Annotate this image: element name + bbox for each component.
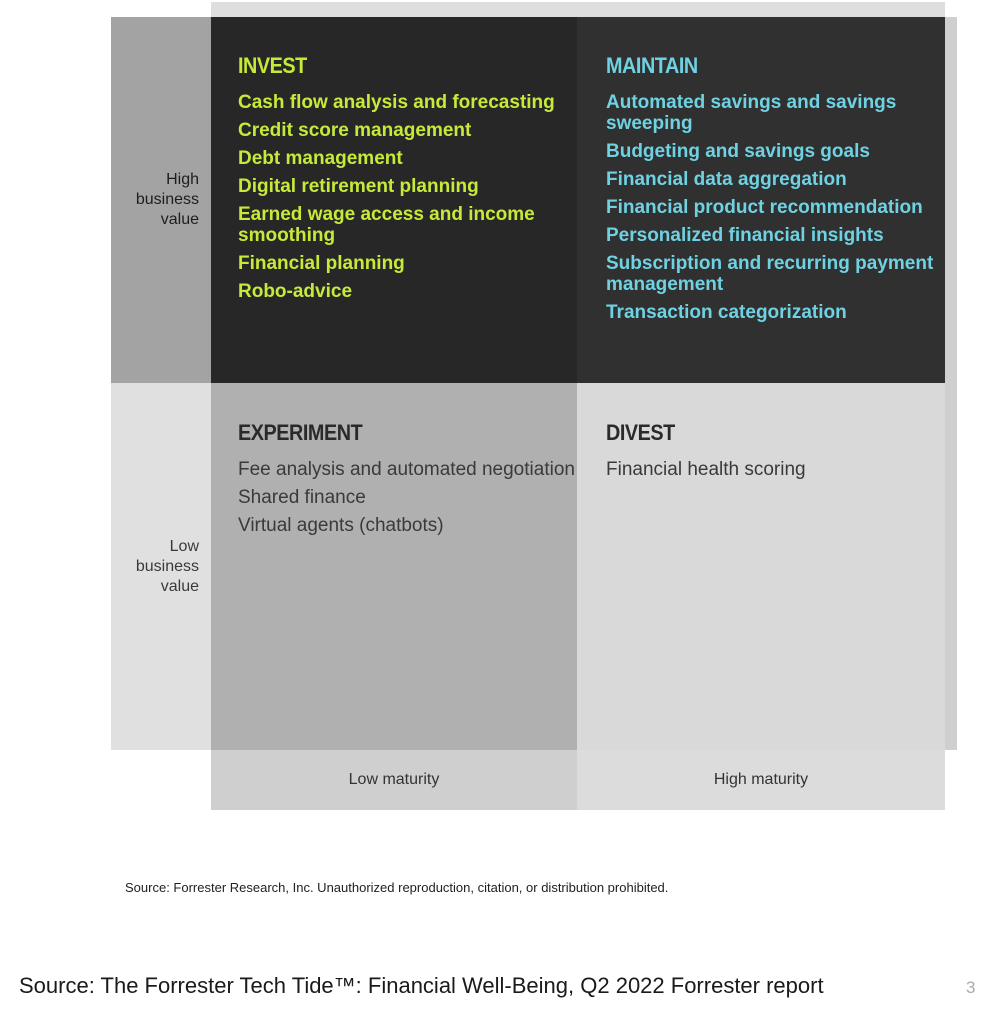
maintain-list bbox=[606, 92, 945, 323]
quadrant-title-invest: INVEST bbox=[238, 53, 307, 78]
list-item: Digital retirement planning bbox=[238, 176, 479, 197]
list-item: Shared finance bbox=[238, 487, 366, 508]
list-item: Cash flow analysis and forecasting bbox=[238, 92, 555, 113]
experiment-list bbox=[238, 459, 577, 536]
list-item: Earned wage access and income smoothing bbox=[238, 204, 535, 246]
list-item: Subscription and recurring payment management bbox=[606, 253, 934, 295]
y-axis-label-high: High business value bbox=[135, 171, 199, 228]
list-item: Automated savings and savings sweeping bbox=[606, 92, 897, 134]
list-item: Robo-advice bbox=[238, 281, 353, 302]
x-axis-label-high bbox=[577, 750, 945, 810]
quadrant-divest bbox=[577, 383, 945, 750]
list-item: Personalized financial insights bbox=[606, 225, 884, 246]
list-item: Transaction categorization bbox=[606, 302, 847, 323]
list-item: Financial data aggregation bbox=[606, 169, 847, 190]
footer-source: Source: The Forrester Tech Tide™: Financial Well-Being, Q2 2022 Forrester report bbox=[19, 973, 824, 998]
quadrant-invest bbox=[211, 17, 577, 383]
divest-list bbox=[606, 459, 945, 480]
list-item: Budgeting and savings goals bbox=[606, 141, 870, 162]
x-axis-label-high-text: High maturity bbox=[713, 771, 809, 788]
y-axis-label-low: Low business value bbox=[135, 538, 199, 595]
quadrant-title-experiment: EXPERIMENT bbox=[238, 420, 363, 445]
source-note: Source: Forrester Research, Inc. Unauthorized reproduction, citation, or distribution prohibited. bbox=[125, 880, 669, 895]
list-item: Financial health scoring bbox=[606, 459, 806, 480]
quadrant-title-maintain: MAINTAIN bbox=[606, 53, 698, 78]
list-item: Fee analysis and automated negotiation bbox=[238, 459, 575, 480]
list-item: Debt management bbox=[238, 148, 403, 169]
right-strip bbox=[945, 17, 957, 750]
x-axis-label-low-text: Low maturity bbox=[348, 771, 440, 788]
quadrant-maintain bbox=[577, 17, 945, 383]
list-item: Virtual agents (chatbots) bbox=[238, 515, 444, 536]
quadrant-title-divest: DIVEST bbox=[606, 420, 675, 445]
top-strip bbox=[211, 2, 945, 17]
list-item: Credit score management bbox=[238, 120, 472, 141]
invest-list bbox=[238, 92, 577, 302]
list-item: Financial product recommendation bbox=[606, 197, 923, 218]
x-axis-label-low bbox=[211, 750, 577, 810]
list-item: Financial planning bbox=[238, 253, 405, 274]
page-number: 3 bbox=[966, 978, 976, 997]
quadrant-experiment bbox=[211, 383, 577, 750]
